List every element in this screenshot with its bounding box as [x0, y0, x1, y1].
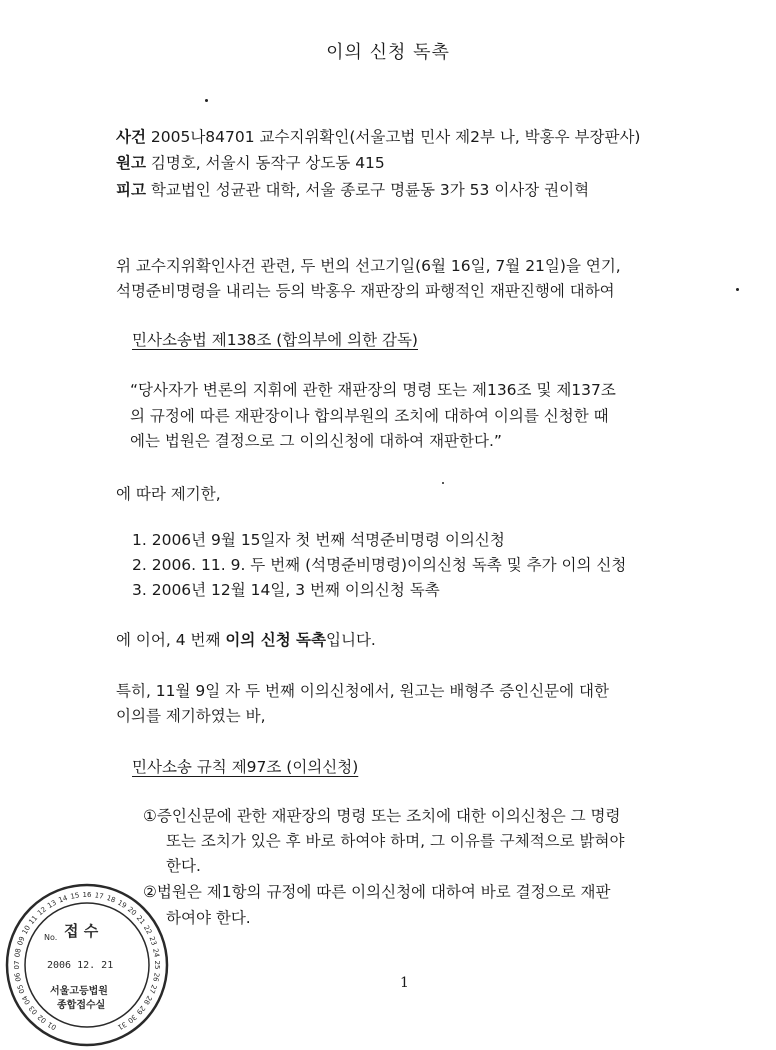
stamp-ring-number: 12: [36, 905, 49, 918]
plaintiff-line: [116, 153, 385, 173]
ink-speck: [736, 288, 739, 291]
stamp-ring-number: 04: [20, 994, 33, 1006]
law2-item2-line-2: 하여야 한다.: [166, 909, 251, 927]
law2-item1-line-3: 한다.: [166, 857, 201, 875]
followup-bold: 이의 신청 독촉: [225, 631, 327, 649]
stamp-ring-number: 21: [134, 914, 147, 927]
defendant-label: 피고: [116, 181, 146, 199]
followup-prefix: 에 이어, 4 번째: [116, 631, 226, 649]
stamp-ring-number: 31: [116, 1019, 128, 1032]
stamp-ring-number: 25: [153, 960, 161, 970]
stamp-ring-number: 27: [147, 983, 159, 995]
plaintiff-label: 원고: [116, 154, 146, 172]
according-line: 에 따라 제기한,: [116, 485, 221, 503]
list-item: 2. 2006. 11. 9. 두 번째 (석명준비명령)이의신청 독촉 및 추가 이의 신청: [132, 556, 627, 574]
followup-line: [116, 630, 376, 650]
stamp-office-line-1: 서울고등법원: [50, 986, 108, 997]
stamp-ring-number: 22: [141, 924, 154, 936]
law2-item1-line-1: ①증인신문에 관한 재판장의 명령 또는 조치에 대한 이의신청은 그 명령: [143, 807, 621, 825]
case-text: 2005나84701 교수지위확인(서울고법 민사 제2부 나, 박홍우 부장판사): [145, 128, 641, 146]
stamp-ring-number: 23: [147, 935, 159, 947]
stamp-ring-number: 02: [36, 1012, 49, 1025]
stamp-ring-number: 10: [20, 924, 33, 936]
stamp-ring-number: 28: [141, 994, 154, 1006]
special-line-1: 특히, 11월 9일 자 두 번째 이의신청에서, 원고는 배형주 증인신문에 대한: [116, 682, 609, 700]
law2-item1-line-2: 또는 조치가 있은 후 바로 하여야 하며, 그 이유를 구체적으로 밝혀야: [166, 832, 625, 850]
ink-speck: [442, 482, 444, 484]
stamp-date: 2006 12. 21: [47, 960, 114, 971]
intro-line-1: 위 교수지위확인사건 관련, 두 번의 선고기일(6월 16일, 7월 21일)을 연기,: [116, 257, 621, 275]
stamp-office-line-2: 종합접수실: [57, 1000, 106, 1011]
stamp-ring-number: 15: [69, 891, 80, 901]
defendant-text: 학교법인 성균관 대학, 서울 종로구 명륜동 3가 53 이사장 권이혁: [145, 181, 590, 199]
stamp-ring-number: 24: [151, 947, 161, 958]
stamp-main-label: 접 수: [64, 922, 99, 940]
stamp-ring-number: 05: [15, 983, 27, 995]
list-item: 3. 2006년 12월 14일, 3 번째 이의신청 독촉: [132, 581, 440, 599]
stamp-no-label: No.: [44, 933, 58, 942]
special-line-2: 이의를 제기하였는 바,: [116, 707, 266, 725]
law2-heading: 민사소송 규칙 제97조 (이의신청): [132, 758, 359, 776]
list-item: 1. 2006년 9월 15일자 첫 번째 석명준비명령 이의신청: [132, 531, 505, 549]
receipt-stamp: [2, 880, 172, 1050]
stamp-ring-number: 30: [125, 1012, 138, 1025]
stamp-ring-number: 13: [46, 898, 58, 911]
ink-speck: [205, 99, 208, 102]
defendant-line: [116, 180, 589, 200]
stamp-ring-number: 01: [46, 1019, 58, 1032]
stamp-ring-number: 20: [125, 905, 138, 918]
law1-quote-line-3: 에는 법원은 결정으로 그 이의신청에 대하여 재판한다.”: [130, 432, 502, 450]
plaintiff-text: 김명호, 서울시 동작구 상도동 415: [145, 154, 385, 172]
case-label: 사건: [116, 128, 146, 146]
followup-suffix: 입니다.: [326, 631, 376, 649]
document-title: 이의 신청 독촉: [326, 42, 450, 63]
intro-line-2: 석명준비명령을 내리는 등의 박홍우 재판장의 파행적인 재판진행에 대하여: [116, 282, 615, 300]
law1-quote-line-2: 의 규정에 따른 재판장이나 합의부원의 조치에 대하여 이의를 신청한 때: [130, 407, 609, 425]
stamp-ring-number: 06: [13, 972, 23, 983]
case-line: [116, 127, 640, 147]
stamp-ring-number: 19: [116, 898, 128, 911]
stamp-ring-number: 08: [13, 947, 23, 958]
stamp-ring-number: 03: [27, 1003, 40, 1016]
stamp-ring-number: 17: [94, 891, 105, 901]
stamp-ring-number: 07: [13, 960, 21, 970]
stamp-ring-number: 18: [105, 893, 117, 905]
stamp-ring-number: 29: [134, 1003, 147, 1016]
page-number: 1: [400, 975, 409, 991]
stamp-ring-number: 14: [57, 893, 69, 905]
law2-item2-line-1: ②법원은 제1항의 규정에 따른 이의신청에 대하여 바로 결정으로 재판: [143, 883, 611, 901]
law1-heading: 민사소송법 제138조 (합의부에 의한 감독): [132, 331, 418, 349]
stamp-ring-number: 16: [82, 891, 92, 899]
stamp-ring-number: 09: [15, 935, 27, 947]
stamp-ring-number: 26: [151, 972, 161, 983]
stamp-ring-number: 11: [27, 914, 40, 927]
law1-quote-line-1: “당사자가 변론의 지휘에 관한 재판장의 명령 또는 제136조 및 제137조: [130, 381, 616, 399]
